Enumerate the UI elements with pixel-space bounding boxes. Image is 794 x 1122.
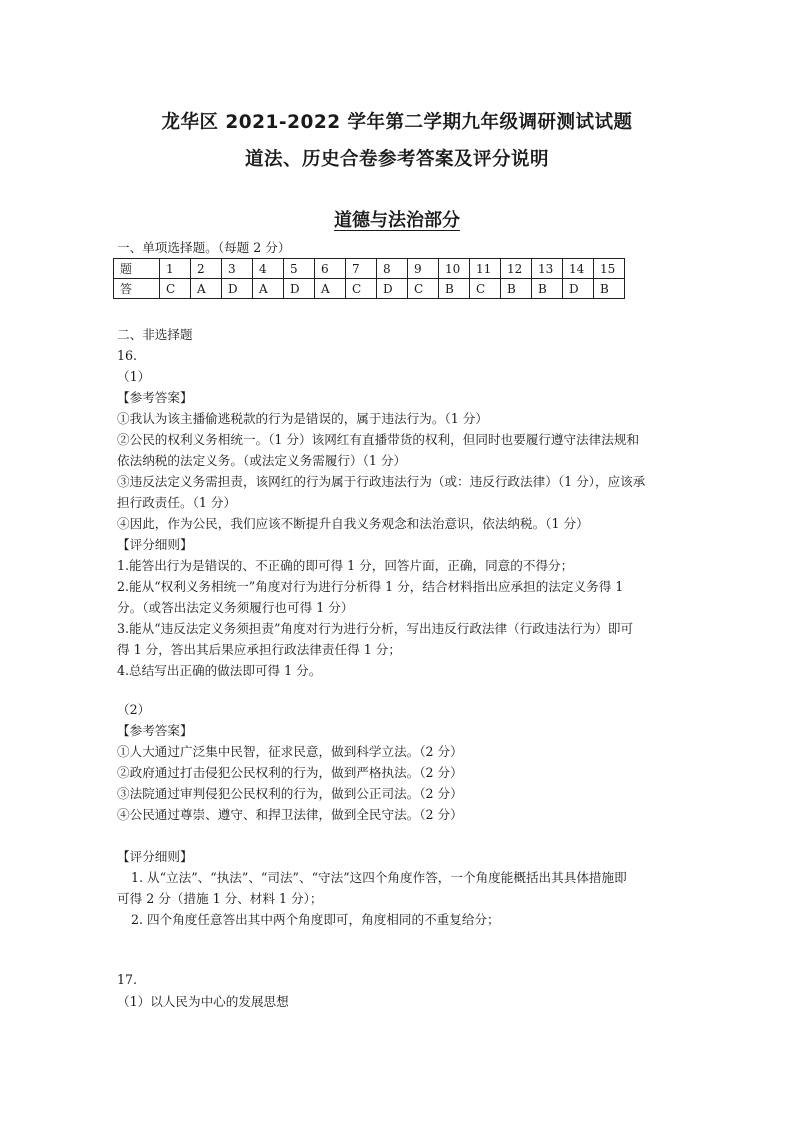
q16-sub1-rule-line: 分。（或答出法定义务须履行也可得 1 分）: [117, 600, 354, 615]
q16-sub1-rule-line: 1.能答出行为是错误的、不正确的即可得 1 分，回答片面，正确，同意的不得分；: [117, 558, 574, 573]
question-cell: 7: [346, 259, 377, 279]
answer-cell: A: [253, 279, 284, 299]
q16-sub2-ref-line: ②政府通过打击侵犯公民权利的行为，做到严格执法。（2 分）: [117, 765, 463, 780]
q16-sub1-ref-line: ①我认为该主播偷逃税款的行为是错误的，属于违法行为。（1 分）: [117, 411, 488, 426]
q16-sub1-ref-line: ③违反法定义务需担责，该网红的行为属于行政违法行为（或：违反行政法律）（1 分），应该承: [117, 474, 646, 489]
question-cell: 11: [470, 259, 501, 279]
q16-sub2-rule-line: 2. 四个角度任意答出其中两个角度即可，角度相同的不重复给分；: [131, 912, 500, 927]
answer-cell: D: [284, 279, 315, 299]
q16-sub2-ref-line: ①人大通过广泛集中民智，征求民意，做到科学立法。（2 分）: [117, 744, 463, 759]
q16-sub1-rule-line: 3.能从“违反法定义务须担责”角度对行为进行分析，写出违反行政法律（行政违法行为）即可: [117, 621, 634, 636]
question-cell: 2: [191, 259, 222, 279]
q16-sub1-ref-line: 依法纳税的法定义务。（或法定义务需履行）（1 分）: [117, 453, 407, 468]
answer-cell: C: [408, 279, 439, 299]
question-cell: 10: [439, 259, 470, 279]
q16-sub2-rule-line: 1. 从“立法”、“执法”、“司法”、“守法”这四个角度作答，一个角度能概括出其具体措施即: [131, 870, 627, 885]
question-cell: 5: [284, 259, 315, 279]
document-title: 龙华区 2021-2022 学年第二学期九年级调研测试试题: [161, 112, 633, 133]
question-cell: 6: [315, 259, 346, 279]
q16-sub1-rule-label: 【评分细则】: [117, 537, 193, 552]
q16-sub2-rule-line: 可得 2 分（措施 1 分、材料 1 分）；: [117, 891, 323, 906]
answer-cell: A: [315, 279, 346, 299]
answer-cell: C: [346, 279, 377, 299]
question-cell: 15: [594, 259, 625, 279]
q16-number: 16.: [117, 348, 138, 363]
question-cell: 4: [253, 259, 284, 279]
answer-row: [114, 279, 625, 299]
answer-cell: D: [222, 279, 253, 299]
document-subtitle: 道法、历史合卷参考答案及评分说明: [244, 149, 549, 170]
answer-cell: D: [377, 279, 408, 299]
answer-cell: B: [532, 279, 563, 299]
q16-sub2-ref-line: ④公民通过尊崇、遵守、和捍卫法律，做到全民守法。（2 分）: [117, 807, 463, 822]
part1-heading: 一、单项选择题。（每题 2 分）: [117, 240, 291, 255]
q16-sub2-rule-label: 【评分细则】: [117, 849, 193, 864]
part2-heading: 二、非选择题: [117, 327, 193, 342]
answer-row-label: 答: [114, 279, 160, 299]
q16-sub1-label: （1）: [117, 369, 151, 384]
section-title-text: 道德与法治部分: [334, 210, 460, 231]
q16-sub1-ref-label: 【参考答案】: [117, 390, 193, 405]
section-title: [0, 206, 794, 232]
answer-cell: B: [439, 279, 470, 299]
answer-cell: D: [563, 279, 594, 299]
question-cell: 9: [408, 259, 439, 279]
answer-cell: C: [470, 279, 501, 299]
q16-sub2-ref-line: ③法院通过审判侵犯公民权利的行为，做到公正司法。（2 分）: [117, 786, 463, 801]
q16-sub1-ref-line: ②公民的权利义务相统一。（1 分）该网红有直播带货的权利，但同时也要履行遵守法律法规和: [117, 432, 640, 447]
answer-table: [113, 258, 625, 299]
q16-sub1-ref-line: ④因此，作为公民，我们应该不断提升自我义务观念和法治意识，依法纳税。（1 分）: [117, 516, 589, 531]
question-cell: 13: [532, 259, 563, 279]
q16-sub1-rule-line: 4.总结写出正确的做法即可得 1 分。: [117, 663, 322, 678]
question-row: [114, 259, 625, 279]
answer-cell: A: [191, 279, 222, 299]
q16-sub2-label: （2）: [117, 702, 151, 717]
answer-cell: B: [594, 279, 625, 299]
q16-sub2-ref-label: 【参考答案】: [117, 723, 193, 738]
answer-cell: B: [501, 279, 532, 299]
q16-sub1-ref-line: 担行政责任。（1 分）: [117, 495, 237, 510]
question-cell: 14: [563, 259, 594, 279]
q17-number: 17.: [117, 972, 138, 987]
question-cell: 12: [501, 259, 532, 279]
question-cell: 1: [160, 259, 191, 279]
question-cell: 8: [377, 259, 408, 279]
q17-sub1: （1）以人民为中心的发展思想: [117, 994, 289, 1009]
question-row-label: 题: [114, 259, 160, 279]
q16-sub1-rule-line: 得 1 分，答出其后果应承担行政法律责任得 1 分；: [117, 642, 401, 657]
answer-cell: C: [160, 279, 191, 299]
question-cell: 3: [222, 259, 253, 279]
q16-sub1-rule-line: 2.能从“权利义务相统一”角度对行为进行分析得 1 分，结合材料指出应承担的法定义务得 1: [117, 579, 624, 594]
